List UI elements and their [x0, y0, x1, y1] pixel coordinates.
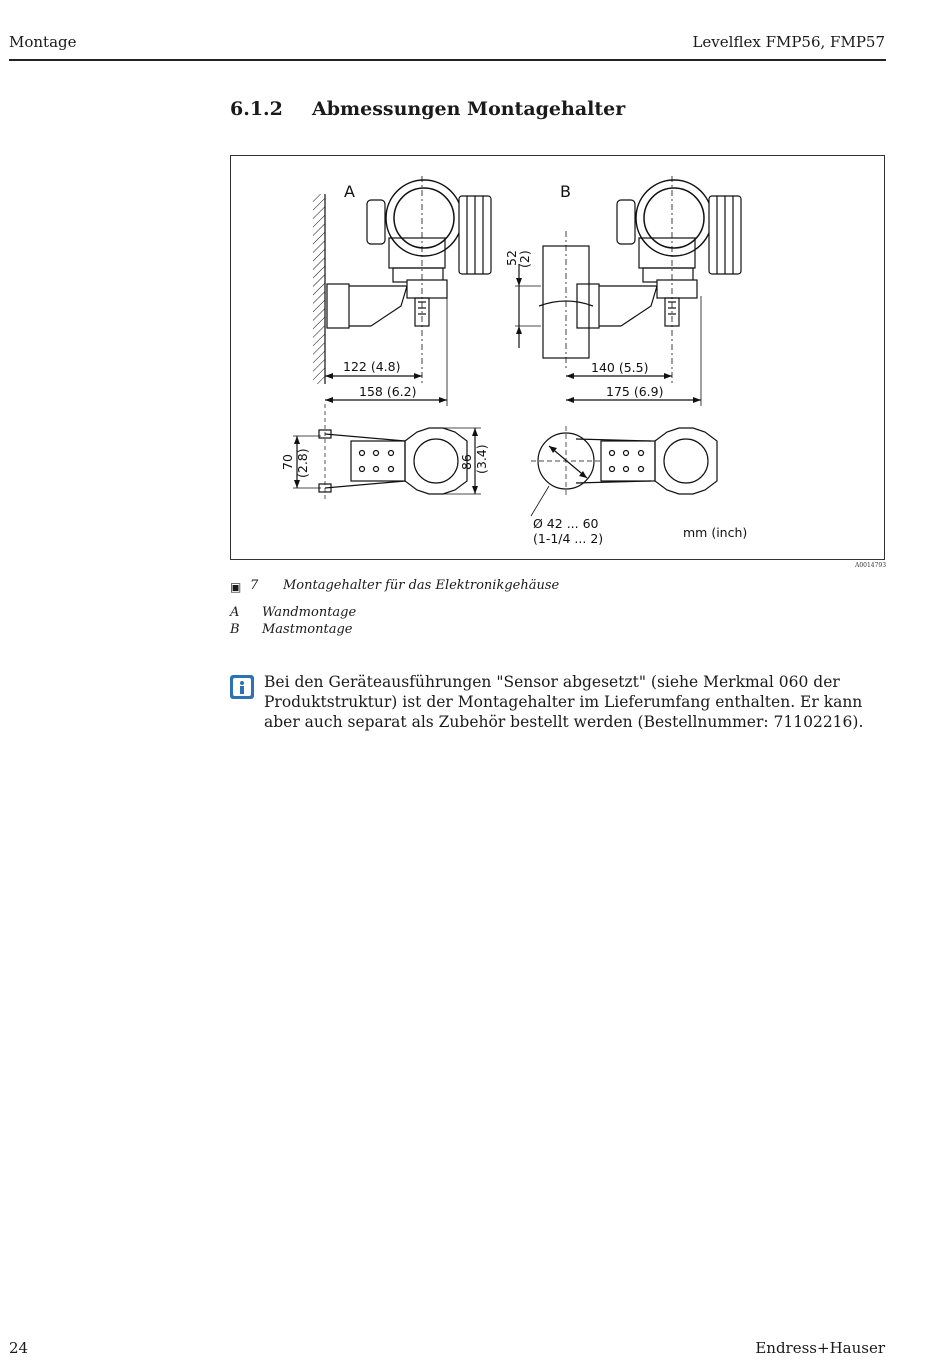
- dim-86-inch-label: (3.4): [474, 444, 489, 474]
- dim-70-inch-label: (2.8): [295, 448, 310, 478]
- dim-86-label: 86: [459, 454, 474, 470]
- legend-key-b: B: [230, 622, 240, 637]
- figure-number: 7: [250, 578, 259, 593]
- view-a-wall-mount: [313, 176, 491, 406]
- dimension-drawing: [230, 155, 885, 560]
- section-title: Abmessungen Montagehalter: [312, 98, 626, 120]
- footer-brand: Endress+Hauser: [755, 1339, 885, 1357]
- diameter-label: Ø 42 ... 60: [533, 516, 599, 531]
- info-note: Bei den Geräteausführungen "Sensor abgesetzt" (siehe Merkmal 060 der Produktstruktur) ist der Montagehalter im Lieferumfang enthalten. Er kann aber auch separat als Zubehör bestellt werden (Bestellnummer: 71102216).: [264, 673, 864, 731]
- info-icon: [230, 675, 254, 699]
- units-label: mm (inch): [683, 525, 748, 540]
- section-number: 6.1.2: [230, 98, 283, 120]
- diameter-inch-label: (1-1/4 ... 2): [533, 531, 604, 546]
- dim-140-label: 140 (5.5): [591, 360, 649, 375]
- header-section-title: Montage: [9, 33, 77, 51]
- figure-code: A0014793: [855, 562, 887, 569]
- top-view-a: [293, 404, 481, 501]
- header-product-title: Levelflex FMP56, FMP57: [692, 33, 885, 51]
- dim-52-inch-label: (2): [517, 250, 532, 268]
- dim-122-label: 122 (4.8): [343, 359, 401, 374]
- legend-key-a: A: [230, 605, 240, 620]
- page-number: 24: [9, 1339, 29, 1357]
- legend-value-b: Mastmontage: [262, 622, 353, 637]
- dim-158-label: 158 (6.2): [359, 384, 417, 399]
- figure-icon: ▣: [230, 580, 242, 594]
- dim-70-label: 70: [280, 454, 295, 470]
- legend-value-a: Wandmontage: [262, 605, 357, 620]
- top-view-b: [531, 426, 717, 516]
- dim-52-label: 52: [504, 250, 519, 266]
- label-a: A: [344, 182, 355, 201]
- figure-caption: Montagehalter für das Elektronikgehäuse: [283, 578, 560, 593]
- dim-175-label: 175 (6.9): [606, 384, 664, 399]
- label-b: B: [560, 182, 571, 201]
- header-rule: [9, 59, 886, 61]
